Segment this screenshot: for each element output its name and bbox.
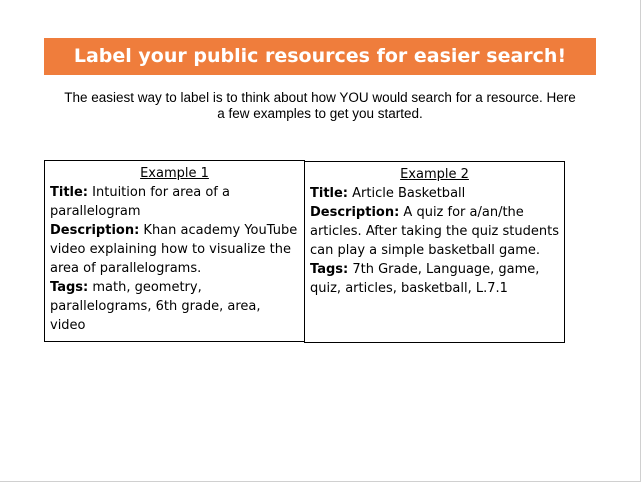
intro-line-2: a few examples to get you started.: [217, 106, 423, 121]
example-tags-field: [310, 260, 559, 298]
description-label: Description:: [50, 223, 140, 238]
example-title-field: [310, 184, 559, 203]
intro-line-1: The easiest way to label is to think about how YOU would search for a resource. Here: [64, 90, 576, 105]
tags-label: Tags:: [50, 280, 89, 295]
example-box-1: [44, 160, 305, 342]
example-title-field: [50, 183, 299, 221]
example-box-2: [304, 161, 565, 343]
example-tags-field: [50, 278, 299, 335]
description-label: Description:: [310, 205, 400, 220]
example-heading: Example 1: [140, 166, 209, 181]
tags-value: 7th Grade, Language, game, quiz, articles, basketball, L.7.1: [310, 262, 540, 296]
example-description-field: [310, 203, 559, 260]
example-heading: Example 2: [400, 167, 469, 182]
title-value: Intuition for area of a parallelogram: [50, 185, 230, 219]
title-value: Article Basketball: [352, 186, 466, 201]
title-label: Title:: [310, 186, 349, 201]
tags-label: Tags:: [310, 262, 349, 277]
example-description-field: [50, 221, 299, 278]
description-value: Khan academy YouTube video explaining how to visualize the area of parallelograms.: [50, 223, 298, 276]
title-label: Title:: [50, 185, 89, 200]
description-value: A quiz for a/an/the articles. After taking the quiz students can play a simple basketball game.: [310, 205, 559, 258]
tags-value: math, geometry, parallelograms, 6th grade, area, video: [50, 280, 261, 333]
intro-text: [40, 90, 600, 122]
banner-title: Label your public resources for easier search!: [44, 38, 596, 75]
